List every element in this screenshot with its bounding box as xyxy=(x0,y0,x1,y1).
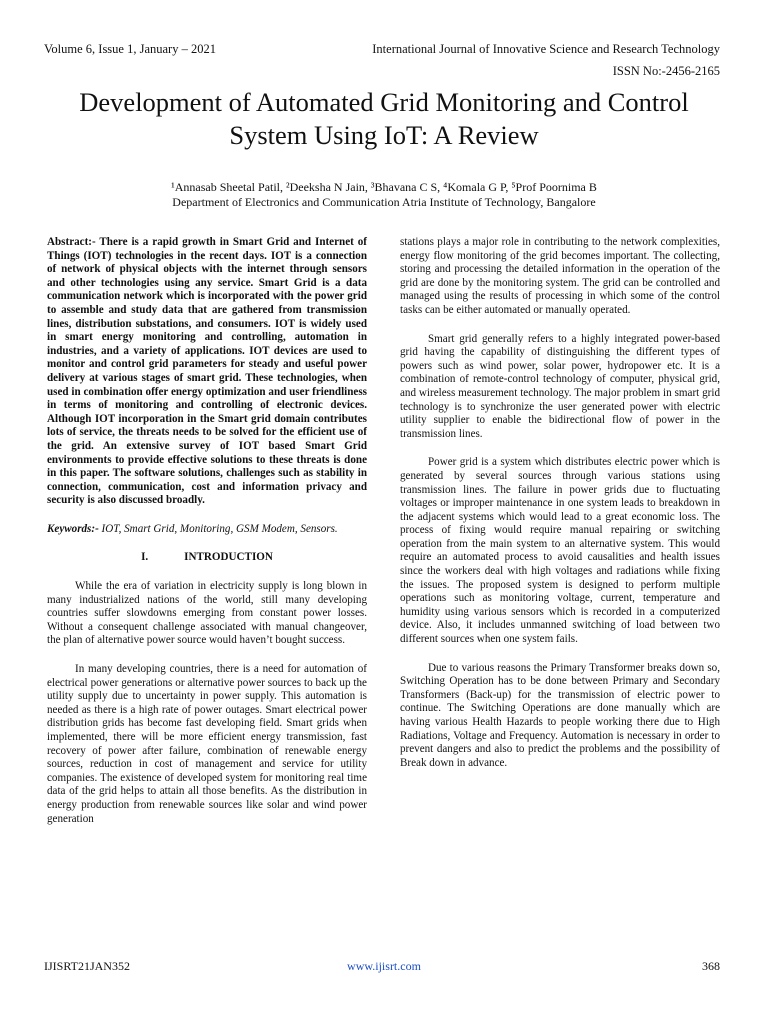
body-paragraph: While the era of variation in electricity supply is long blown in many industrialized nations of the world, still many developing countries suffer slowdowns emerging from constant power losses. Without a consequent challenge associated with manual changeover, the plan of alternative power source would haven’t bought success. xyxy=(47,580,367,647)
header-volume: Volume 6, Issue 1, January – 2021 xyxy=(44,42,216,56)
keywords-text: IOT, Smart Grid, Monitoring, GSM Modem, Sensors. xyxy=(98,522,338,535)
body-paragraph: stations plays a major role in contributing to the network complexities, energy flow monitoring of the grid becomes important. The collecting, storing and processing the detailed information in the operation of the grid are done by the monitoring system. The grid can be controlled and managed using the results of processing in which some of the control tasks can be either automated or manually operated. xyxy=(400,236,720,316)
author-list: ¹Annasab Sheetal Patil, ²Deeksha N Jain, ³Bhavana C S, ⁴Komala G P, ⁵Prof Poornima B xyxy=(171,180,597,194)
header-issn: ISSN No:-2456-2165 xyxy=(612,64,720,78)
paper-title: Development of Automated Grid Monitoring and Control System Using IoT: A Review xyxy=(79,87,689,150)
keywords xyxy=(47,523,367,537)
body-paragraph: Smart grid generally refers to a highly integrated power-based grid having the capability of distinguishing the different types of powers such as wind power, solar power, hydropower etc. It is a combination of remote-control technology of computer, physical grid, and wireless measurement technology. The major problem in smart grid technology is to synchronize the user generated power with electric utility supplier to enable the bidirectional flow of power in the transmission lines. xyxy=(400,332,720,440)
section-heading xyxy=(47,551,367,565)
footer-paper-id: IJISRT21JAN352 xyxy=(44,959,130,973)
body-paragraph: Power grid is a system which distributes electric power which is generated by several sources through various stations using transmission lines. The failure in power grids due to fluctuating voltages or improper maintenance in one system leads to breakdown in the adjacent systems which would lead to a great economic loss. The process of fixing would require manual repairing or switching operation from the main system to an alternative system. This would require an automated process to avoid causalities and health issues since the workers deal with high voltages and radiations while fixing the issues. The proposed system is designed to perform multiple operations such as monitoring voltage, current, temperature and humidity using various sensors which is recorded in a computerized device. Also, it includes unmanned switching of load between two different sources when one system fails. xyxy=(400,456,720,646)
right-column xyxy=(400,236,720,785)
affiliation: Department of Electronics and Communication Atria Institute of Technology, Bangalore xyxy=(172,195,596,209)
body-paragraph: In many developing countries, there is a need for automation of electrical power generations or alternative power sources to back up the utility supply due to uncertainty in power supply. This automation is needed as there is a high rate of power outages. Smart electrical power distribution grids has become fast developing field. Smart grids when implemented, there will be more efficient energy transmission, fast recovery of power after failure, combination of renewable energy sources, reduction in cost of management and service for utility companies. The existence of developed system for monitoring real time data of the grid helps to attain all those benefits. As the distribution in energy production from renewable sources like solar and wind power generation xyxy=(47,663,367,825)
left-column xyxy=(47,236,367,841)
footer-website-link[interactable]: www.ijisrt.com xyxy=(347,959,421,973)
abstract: Abstract:- There is a rapid growth in Smart Grid and Internet of Things (IOT) technologies in the recent days. IOT is a connection of network of physical objects with the internet through sensors and other technologies using any service. Smart Grid is a data communication network which is incorporated with the power grid to assemble and study data that are gathered from transmission lines, distribution substations, and consumers. IOT is widely used in smart energy monitoring and controlling, automation in industries, and a variety of applications. IOT devices are used to monitor and control grid parameters for steady and useful power delivery at various stages of smart grid. These technologies, when used in combination offer energy optimization and user friendliness in terms of monitoring and controlling of electronic devices. Although IOT incorporation in the Smart grid domain contributes lots of service, the threats needs to be solved for the efficient use of the grid. An extensive survey of IOT based Smart Grid environments to provide effective solutions to these threats is done in this paper. The software solutions, challenges such as stability in connection, communication, cost and information privacy and security is also discussed broadly. xyxy=(47,236,367,507)
body-paragraph: Due to various reasons the Primary Transformer breaks down so, Switching Operation has to be done between Primary and Secondary Transformers (Back-up) for the transmission of electric power to continue. The Switching Operations are done manually which are having various Health Hazards to people working there due to High Radiations, Voltage and Frequency. Automation is necessary in order to prevent dangers and also to predict the problems and the possibility of Break down in advance. xyxy=(400,661,720,769)
keywords-label: Keywords:- xyxy=(47,522,99,535)
section-number: I. xyxy=(141,551,149,564)
header-journal: International Journal of Innovative Science and Research Technology xyxy=(372,42,720,56)
section-title: INTRODUCTION xyxy=(184,551,273,564)
page-number: 368 xyxy=(702,959,720,973)
